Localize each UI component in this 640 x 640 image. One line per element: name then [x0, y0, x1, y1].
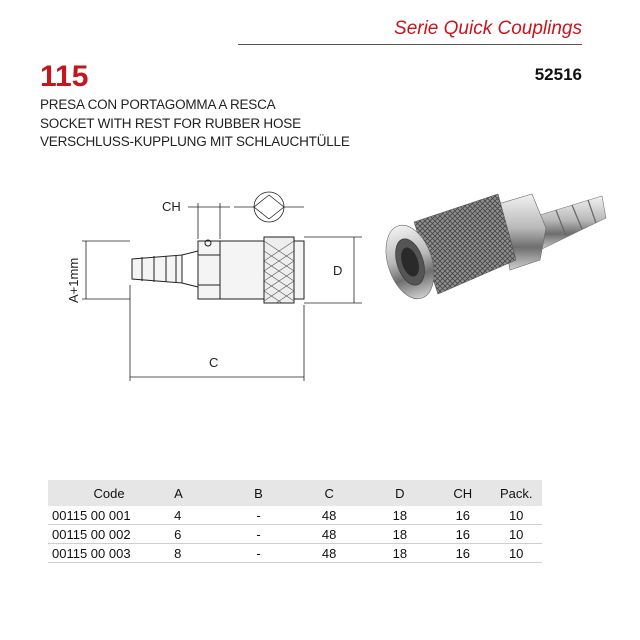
cell-c: 48	[294, 525, 365, 544]
cell-ch: 16	[435, 525, 490, 544]
table-row	[48, 544, 542, 563]
cell-a: 8	[170, 544, 223, 563]
cell-pack: 10	[490, 506, 542, 525]
cell-d: 18	[365, 506, 436, 525]
header-divider	[238, 44, 582, 45]
cell-b: -	[223, 544, 294, 563]
column-header-pack: Pack.	[490, 480, 542, 506]
label-c: C	[209, 355, 219, 370]
table-header-row	[48, 480, 542, 506]
cell-code: 00115 00 001	[48, 506, 170, 525]
cell-pack: 10	[490, 544, 542, 563]
cell-ch: 16	[435, 544, 490, 563]
column-header-d: D	[365, 480, 436, 506]
cell-a: 6	[170, 525, 223, 544]
table-row	[48, 506, 542, 525]
column-header-c: C	[294, 480, 365, 506]
column-header-code: Code	[48, 480, 170, 506]
description-english: SOCKET WITH REST FOR RUBBER HOSE	[40, 116, 301, 131]
column-header-b: B	[223, 480, 294, 506]
product-number: 115	[40, 60, 89, 93]
label-ch: CH	[162, 199, 181, 214]
column-header-a: A	[170, 480, 223, 506]
product-photo	[370, 166, 610, 316]
cell-d: 18	[365, 525, 436, 544]
table-row	[48, 525, 542, 544]
label-a: A+1mm	[66, 257, 81, 303]
cell-pack: 10	[490, 525, 542, 544]
cell-code: 00115 00 002	[48, 525, 170, 544]
specification-table	[48, 480, 542, 563]
cell-code: 00115 00 003	[48, 544, 170, 563]
column-header-ch: CH	[435, 480, 490, 506]
cell-a: 4	[170, 506, 223, 525]
product-code: 52516	[534, 65, 582, 84]
cell-b: -	[223, 525, 294, 544]
cell-b: -	[223, 506, 294, 525]
cell-d: 18	[365, 544, 436, 563]
description-german: VERSCHLUSS-KUPPLUNG MIT SCHLAUCHTÜLLE	[40, 134, 350, 149]
label-d: D	[333, 263, 343, 278]
cell-c: 48	[294, 544, 365, 563]
cell-c: 48	[294, 506, 365, 525]
technical-drawing	[58, 185, 378, 385]
cell-ch: 16	[435, 506, 490, 525]
description-italian: PRESA CON PORTAGOMMA A RESCA	[40, 97, 276, 112]
series-title: Serie Quick Couplings	[394, 18, 582, 39]
